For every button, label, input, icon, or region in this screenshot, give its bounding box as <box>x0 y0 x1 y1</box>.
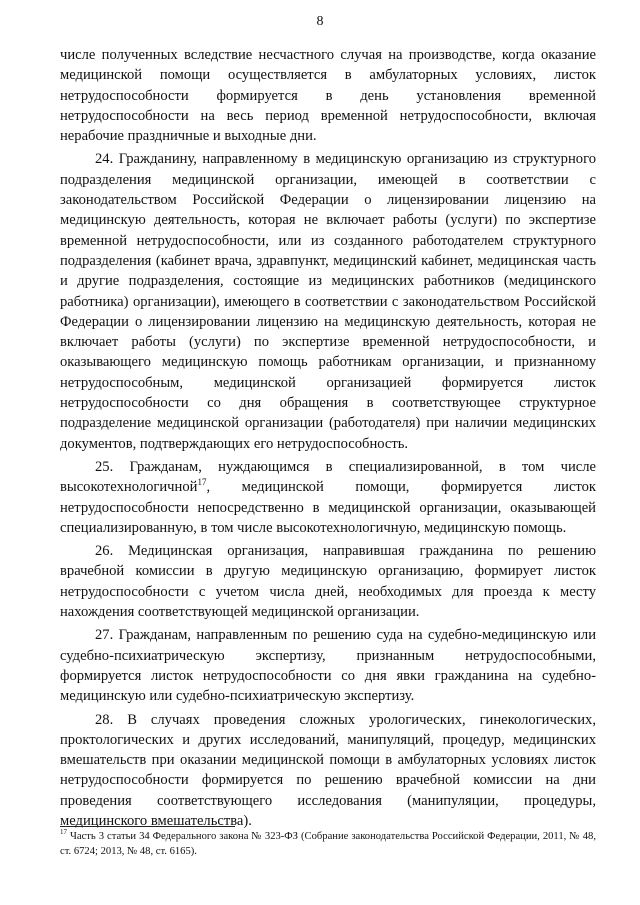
footnote-separator <box>60 826 235 827</box>
document-body <box>60 45 596 837</box>
paragraph-continuation: числе полученных вследствие несчастного случая на производстве, когда оказание медицинской помощи осуществляется в амбулаторных условиях, листок нетрудоспособности формируется в день установления временной нетрудоспособности на весь период временной нетрудоспособности, включая нерабочие праздничные и выходные дни. <box>60 47 596 145</box>
page-number: 8 <box>316 14 324 29</box>
paragraph-25-text-start: 25. Гражданам, нуждающимся в специализированной, в том числе высокотехнологичной <box>60 458 596 496</box>
paragraph-24: 24. Гражданину, направленному в медицинскую организацию из структурного подразделения медицинской организации, имеющей в соответствии с законодательством Российской Федерации о лицензировании лицензию на медицинскую деятельность, которая не включает работы (услуги) по экспертизе временной нетрудоспособности, или из созданного работодателем структурного подразделения (кабинет врача, здравпункт, медицинский кабинет, медицинская часть и другие подразделения, состоящие из медицинских работников (медицинского работника) организации), имеющего в соответствии с законодательством Российской Федерации о лицензировании лицензию на медицинскую деятельность, которая не включает работы (услуги) по экспертизе временной нетрудоспособности, и оказывающего медицинскую помощь работникам организации, и признанному нетрудоспособным, медицинской организацией формируется листок нетрудоспособности со дня обращения в соответствующее структурное подразделение медицинской организации (работодателя) при наличии медицинских документов, подтверждающих его нетрудоспособность. <box>60 151 596 452</box>
paragraph-27: 27. Гражданам, направленным по решению суда на судебно-медицинскую или судебно-психиатрическую экспертизу, признанным нетрудоспособными, формируется листок нетрудоспособности со дня явки гражданина на судебно-медицинскую или судебно-психиатрическую экспертизу. <box>60 627 596 705</box>
paragraph-28: 28. В случаях проведения сложных урологических, гинекологических, проктологических и других исследований, манипуляций, процедур, медицинских вмешательств при оказании медицинской помощи в амбулаторных условиях листок нетрудоспособности формируется по решению врачебной комиссии на дни проведения соответствующего исследования (манипуляции, процедуры, медицинского вмешательства). <box>60 711 596 829</box>
footnote-reference-17[interactable]: 17 <box>197 477 207 488</box>
footnote-17 <box>60 829 596 859</box>
paragraph-25-text-end: , медицинской помощи, формируется листок нетрудоспособности непосредственно в медицинской организации, оказывающей специализированную, в том числе высокотехнологичную, медицинскую помощь. <box>60 479 596 536</box>
paragraph-25 <box>60 457 596 538</box>
paragraph-26: 26. Медицинская организация, направившая гражданина по решению врачебной комиссии в другую медицинскую организацию, формирует листок нетрудоспособности с учетом числа дней, необходимых для проезда к месту нахождения соответствующей медицинской организации. <box>60 543 596 621</box>
footnote-marker: 17 <box>60 828 67 837</box>
footnote-text: Часть 3 статьи 34 Федерального закона № 323-ФЗ (Собрание законодательства Российской Федерации, 2011, № 48, ст. 6724; 2013, № 48, ст. 6165). <box>60 831 596 857</box>
